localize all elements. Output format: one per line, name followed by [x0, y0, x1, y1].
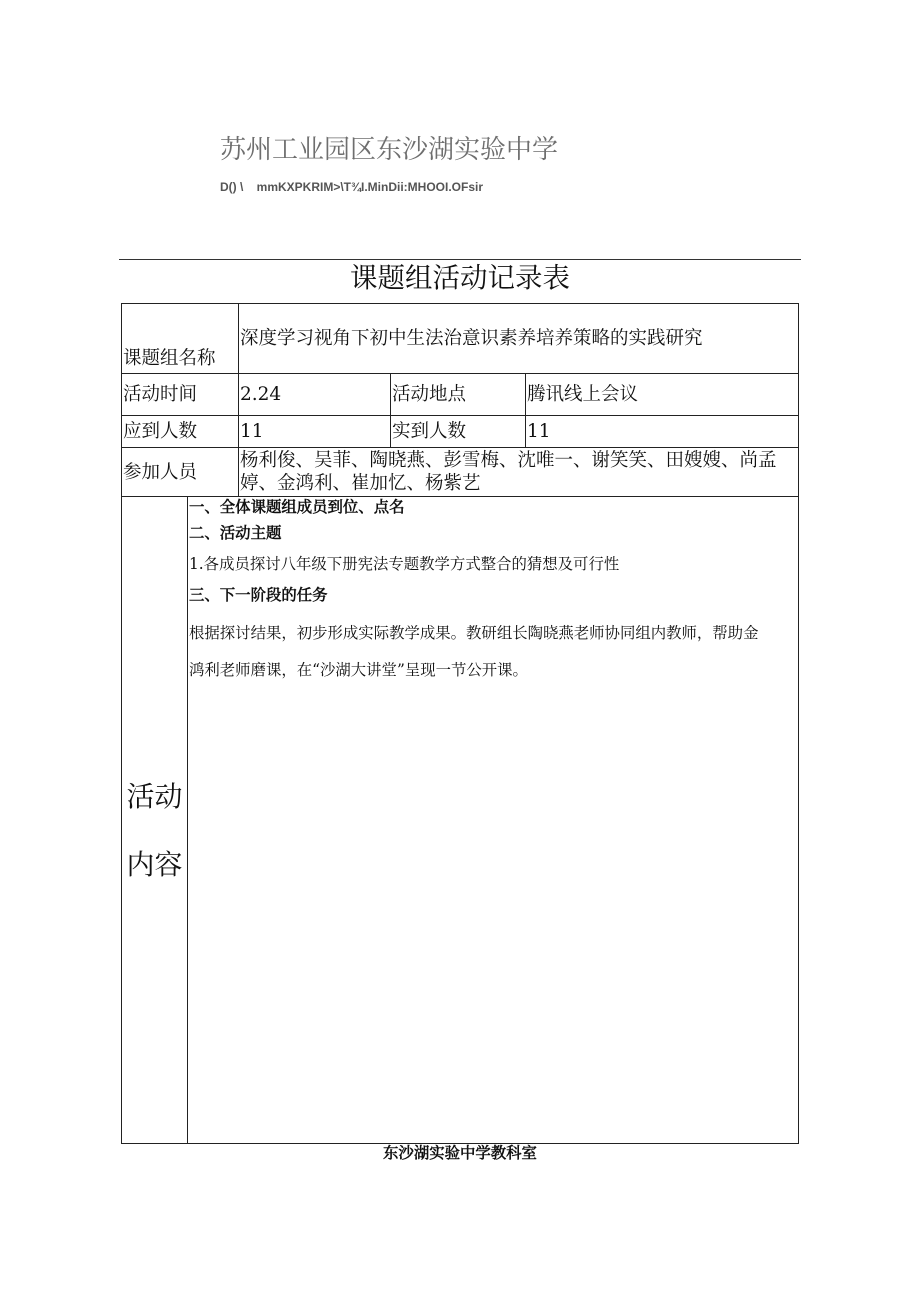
expected-count-value-cell	[238, 415, 391, 448]
actual-count-label-cell	[390, 415, 526, 448]
section1-heading: 一、全体课题组成员到位、点名	[189, 498, 405, 516]
actual-count-value: 11	[527, 421, 551, 442]
section2-heading: 二、活动主题	[189, 524, 282, 542]
time-label: 活动时间	[123, 384, 198, 405]
form-title: 课题组活动记录表	[350, 262, 570, 294]
location-label-cell	[390, 373, 526, 416]
time-value-cell	[238, 373, 391, 416]
participants-label-cell	[121, 447, 239, 497]
participants-label: 参加人员	[123, 461, 198, 483]
participants-value-cell	[238, 447, 799, 497]
participants-value: 杨利俊、吴菲、陶晓燕、彭雪梅、沈唯一、谢笑笑、田嫂嫂、尚孟婷、金鸿利、崔加忆、杨紫艺	[240, 450, 777, 494]
expected-count-label-cell	[121, 415, 239, 448]
group-name-label: 课题组名称	[123, 348, 216, 369]
expected-count-value: 11	[240, 421, 264, 442]
section3-paragraph: 根据探讨结果，初步形成实际教学成果。教研组长陶晓燕老师协同组内教师，帮助金鸿利老师磨课，在“沙湖大讲堂”呈现一节公开课。	[189, 624, 759, 679]
group-name-label-cell	[121, 303, 239, 374]
time-value: 2.24	[240, 384, 282, 405]
location-value-cell	[525, 373, 799, 416]
content-body-cell	[187, 496, 799, 1144]
location-value: 腾讯线上会议	[527, 384, 639, 405]
footer-office: 东沙湖实验中学教科室	[383, 1144, 537, 1162]
header-divider	[119, 259, 801, 260]
group-name-value: 深度学习视角下初中生法治意识素养培养策略的实践研究	[240, 328, 703, 349]
group-name-value-cell	[238, 303, 799, 374]
section3-heading: 三、下一阶段的任务	[189, 586, 328, 604]
content-label-cell	[121, 496, 188, 1144]
section2-item: 1.各成员探讨八年级下册宪法专题教学方式整合的猜想及可行性	[189, 555, 620, 573]
actual-count-value-cell	[525, 415, 799, 448]
time-label-cell	[121, 373, 239, 416]
content-label-line1: 活动	[126, 780, 183, 813]
location-label: 活动地点	[392, 384, 467, 405]
expected-count-label: 应到人数	[123, 421, 198, 442]
actual-count-label: 实到人数	[392, 421, 467, 442]
school-name-english: D() \ mmKXPKRIM>\T¾I.MinDii:MHOOI.OFsir	[220, 180, 484, 194]
school-name: 苏州工业园区东沙湖实验中学	[220, 135, 559, 165]
content-label-line2: 内容	[126, 848, 183, 881]
